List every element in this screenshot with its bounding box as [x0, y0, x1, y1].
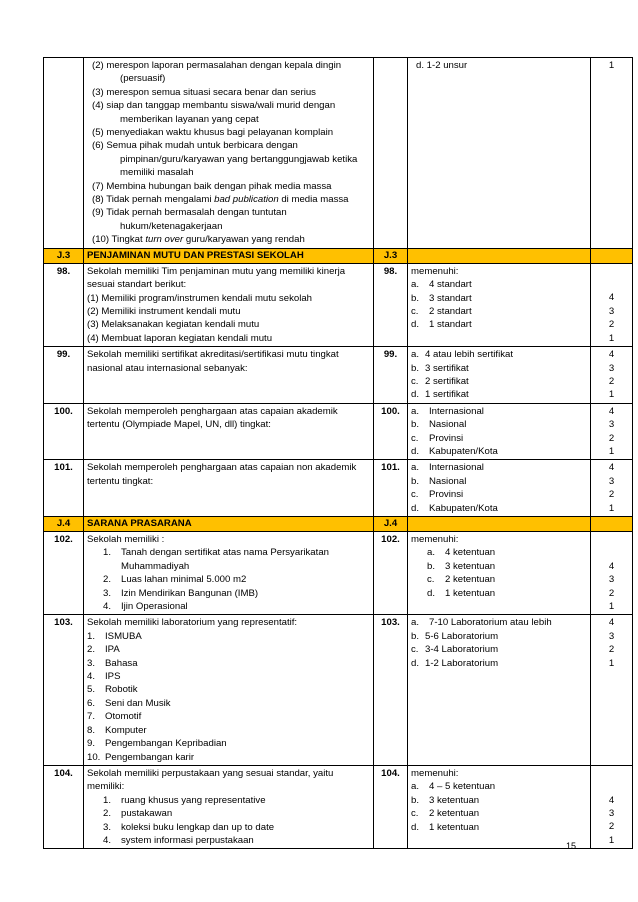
row-number-cell	[374, 58, 408, 249]
option-text: Kabupaten/Kota	[429, 445, 498, 457]
list-number: 3.	[103, 587, 112, 599]
list-item: (4) siap dan tanggap membantu siswa/wali murid dengan	[92, 100, 336, 112]
option-cell	[408, 765, 591, 848]
option-letter: b.	[411, 630, 420, 642]
option-item	[411, 305, 587, 318]
row-number: 104.	[44, 765, 84, 848]
score-value: 1	[608, 834, 615, 846]
option-letter: d.	[411, 389, 420, 401]
list-item	[87, 670, 370, 683]
indicator-text: memiliki:	[87, 781, 125, 793]
option-letter: d.	[411, 319, 420, 331]
option-letter: c.	[411, 432, 419, 444]
score-value: 2	[608, 587, 615, 599]
indicator-text: Sekolah memperoleh penghargaan atas capaian akademik	[87, 405, 338, 417]
indicator-text: Sekolah memiliki laboratorium yang representatif:	[87, 617, 298, 629]
list-item-emphasis: bad publication	[214, 194, 279, 206]
score-value: 3	[608, 362, 615, 374]
section-code: J.4	[374, 517, 408, 532]
option-text: 1-2 Laboratorium	[425, 657, 499, 669]
section-blank	[591, 517, 633, 532]
score-cell	[591, 615, 633, 765]
list-text: Seni dan Musik	[105, 697, 171, 709]
option-text: Nasional	[429, 475, 467, 487]
option-text: Kabupaten/Kota	[429, 502, 498, 514]
list-item: pimpinan/guru/karyawan yang bertanggungjawab ketika	[120, 153, 358, 165]
indicator-text: (1) Memiliki program/instrumen kendali mutu sekolah	[87, 292, 313, 304]
list-item	[92, 193, 370, 206]
score-value: 4	[608, 405, 615, 417]
option-letter: a.	[411, 279, 420, 291]
option-letter: c.	[411, 305, 419, 317]
row-number: 100.	[374, 403, 408, 460]
list-item	[87, 834, 370, 847]
indicator-text: sesuai standart berikut:	[87, 279, 187, 291]
table-row	[44, 765, 633, 848]
list-text: Komputer	[105, 724, 147, 736]
indicator-cell	[84, 403, 374, 460]
table-row	[44, 263, 633, 346]
option-item	[411, 657, 587, 670]
option-item	[411, 278, 587, 291]
list-text: Otomotif	[105, 711, 142, 723]
score-value: 2	[608, 319, 615, 331]
row-number: 101.	[374, 460, 408, 517]
option-text: 3-4 Laboratorium	[425, 644, 499, 656]
list-item	[87, 683, 370, 696]
score-cell	[591, 58, 633, 249]
option-letter: c.	[427, 574, 435, 586]
list-number: 3.	[103, 821, 112, 833]
option-item	[411, 348, 587, 361]
indicator-cell	[84, 263, 374, 346]
list-number: 1.	[103, 547, 112, 559]
indicator-text: Sekolah memiliki Tim penjaminan mutu yang memiliki kinerja	[87, 265, 346, 277]
option-text: 4 atau lebih sertifikat	[425, 349, 513, 361]
option-letter: b.	[411, 362, 420, 374]
score-value: 4	[608, 794, 615, 806]
indicator-text: Sekolah memperoleh penghargaan atas capaian non akademik	[87, 462, 357, 474]
table-row	[44, 532, 633, 615]
option-letter: d.	[411, 657, 420, 669]
option-text: Provinsi	[429, 432, 464, 444]
list-text: Pengembangan karir	[105, 751, 195, 763]
indicator-text: (4) Membuat laporan kegiatan kendali mutu	[87, 332, 273, 344]
option-cell	[408, 532, 591, 615]
option-letter: d.	[411, 821, 420, 833]
list-text: Luas lahan minimal 5.000 m2	[121, 574, 247, 586]
option-text: 2 ketentuan	[429, 808, 480, 820]
option-letter: c.	[411, 489, 419, 501]
option-text: 3 ketentuan	[429, 794, 480, 806]
list-number: 9.	[87, 738, 96, 750]
option-letter: c.	[411, 808, 419, 820]
list-item: (2) merespon laporan permasalahan dengan kepala dingin	[92, 60, 342, 71]
section-code: J.3	[44, 248, 84, 263]
list-item	[87, 560, 370, 573]
option-text: 2 standart	[429, 305, 472, 317]
option-cell	[408, 403, 591, 460]
list-item	[87, 751, 370, 764]
list-text: IPS	[105, 671, 121, 683]
section-blank	[591, 248, 633, 263]
list-item	[87, 600, 370, 613]
option-letter: c.	[411, 644, 419, 656]
option-letter: a.	[411, 617, 420, 629]
score-cell	[591, 347, 633, 404]
row-number: 102.	[374, 532, 408, 615]
list-item: (3) merespon semua situasi secara benar dan serius	[92, 86, 316, 98]
option-cell	[408, 263, 591, 346]
option-text: Provinsi	[429, 489, 464, 501]
option-item	[411, 418, 587, 431]
section-code: J.4	[44, 517, 84, 532]
table-row	[44, 403, 633, 460]
list-item-text: di media massa	[278, 194, 349, 206]
list-item	[87, 697, 370, 710]
list-text: Robotik	[105, 684, 138, 696]
indicator-text: Sekolah memiliki sertifikat akreditasi/sertifikasi mutu tingkat	[87, 349, 339, 361]
list-item	[87, 573, 370, 586]
spacer	[594, 265, 629, 278]
score-value: 3	[608, 475, 615, 487]
score-value: 3	[608, 574, 615, 586]
indicator-text: tertentu tingkat:	[87, 475, 154, 487]
option-text: 1 sertifikat	[425, 389, 469, 401]
list-item: memiliki masalah	[120, 167, 194, 179]
indicator-text: nasional atau internasional sebanyak:	[87, 362, 248, 374]
option-cell	[408, 460, 591, 517]
list-item-emphasis: turn over	[145, 234, 184, 246]
score-value: 2	[608, 644, 615, 656]
list-number: 2.	[87, 644, 96, 656]
row-number-cell	[44, 58, 84, 249]
indicator-text: (3) Melaksanakan kegiatan kendali mutu	[87, 319, 260, 331]
list-number: 8.	[87, 724, 96, 736]
score-value: 2	[608, 821, 615, 833]
score-value: 3	[608, 808, 615, 820]
list-number: 4.	[103, 834, 112, 846]
option-letter: b.	[427, 560, 436, 572]
score-value: 4	[608, 292, 615, 304]
option-text: Internasional	[429, 405, 484, 417]
list-item	[87, 710, 370, 723]
indicator-cell	[84, 347, 374, 404]
list-text: Ijin Operasional	[121, 601, 188, 613]
option-letter: d.	[427, 587, 436, 599]
option-item	[411, 292, 587, 305]
option-text: 4 – 5 ketentuan	[429, 781, 496, 793]
list-text: pustakawan	[121, 808, 173, 820]
option-text: 4 ketentuan	[445, 547, 496, 559]
table-row	[44, 460, 633, 517]
indicator-text: Sekolah memiliki perpustakaan yang sesuai standar, yaitu	[87, 767, 334, 779]
option-item	[411, 780, 587, 793]
option-letter: a.	[411, 462, 420, 474]
list-item	[87, 643, 370, 656]
score-value: 4	[608, 349, 615, 361]
indicator-cell	[84, 58, 374, 249]
option-letter: b.	[411, 475, 420, 487]
score-value: 1	[608, 60, 615, 71]
section-code: J.3	[374, 248, 408, 263]
list-item	[87, 821, 370, 834]
score-value: 1	[608, 389, 615, 401]
assessment-table	[43, 57, 633, 849]
section-title: SARANA PRASARANA	[84, 517, 374, 532]
score-cell	[591, 765, 633, 848]
option-letter: a.	[411, 349, 420, 361]
list-item-text: guru/karyawan yang rendah	[183, 234, 305, 246]
option-item	[411, 807, 587, 820]
list-item-text: (8) Tidak pernah mengalami	[92, 194, 215, 206]
list-text: ruang khusus yang representative	[121, 794, 266, 806]
section-blank	[408, 517, 591, 532]
option-item	[411, 432, 587, 445]
score-cell	[591, 460, 633, 517]
option-letter: a.	[411, 781, 420, 793]
list-item	[87, 794, 370, 807]
row-number: 101.	[44, 460, 84, 517]
option-text: 3 standart	[429, 292, 472, 304]
option-intro: memenuhi:	[411, 265, 459, 277]
score-value: 3	[608, 305, 615, 317]
option-text: 2 sertifikat	[425, 375, 469, 387]
list-number: 5.	[87, 684, 96, 696]
option-item	[411, 546, 587, 559]
list-text: Pengembangan Kepribadian	[105, 738, 227, 750]
list-text: Bahasa	[105, 657, 138, 669]
row-number: 103.	[44, 615, 84, 765]
option-text: Nasional	[429, 419, 467, 431]
option-item: d. 1-2 unsur	[416, 60, 468, 71]
section-header-row	[44, 248, 633, 263]
spacer	[594, 546, 629, 559]
option-item	[411, 362, 587, 375]
indicator-text: Sekolah memiliki :	[87, 534, 165, 545]
list-number: 1.	[87, 630, 96, 642]
list-text: Muhammadiyah	[121, 560, 190, 572]
row-number: 103.	[374, 615, 408, 765]
list-item	[87, 737, 370, 750]
score-value: 4	[608, 560, 615, 572]
score-value: 2	[608, 432, 615, 444]
option-text: 1 ketentuan	[445, 587, 496, 599]
section-title: PENJAMINAN MUTU DAN PRESTASI SEKOLAH	[84, 248, 374, 263]
list-text: IPA	[105, 644, 120, 656]
list-item	[87, 657, 370, 670]
table-row	[44, 347, 633, 404]
option-cell	[408, 58, 591, 249]
list-number: 4.	[87, 671, 96, 683]
score-value: 3	[608, 630, 615, 642]
option-intro: memenuhi:	[411, 767, 459, 779]
score-value: 1	[608, 332, 615, 344]
score-value: 1	[608, 657, 615, 669]
list-item: hukum/ketenagakerjaan	[120, 220, 223, 232]
option-text: 7-10 Laboratorium atau lebih	[429, 617, 552, 629]
list-item-text: (10) Tingkat	[92, 234, 146, 246]
indicator-cell	[84, 532, 374, 615]
list-text: ISMUBA	[105, 630, 142, 642]
option-intro: memenuhi:	[411, 534, 459, 545]
score-value: 2	[608, 375, 615, 387]
option-item	[411, 445, 587, 458]
option-letter: b.	[411, 419, 420, 431]
option-letter: a.	[427, 547, 436, 559]
list-number: 2.	[103, 574, 112, 586]
table-row	[44, 58, 633, 249]
option-letter: c.	[411, 375, 419, 387]
option-item	[411, 560, 587, 573]
list-number: 6.	[87, 697, 96, 709]
indicator-text: (2) Memiliki instrument kendali mutu	[87, 305, 241, 317]
section-header-row	[44, 517, 633, 532]
list-item	[87, 630, 370, 643]
option-item	[411, 573, 587, 586]
list-item: (6) Semua pihak mudah untuk berbicara dengan	[92, 140, 298, 152]
option-item	[411, 461, 587, 474]
page-number: 15	[566, 841, 577, 851]
list-text: Tanah dengan sertifikat atas nama Persyarikatan	[121, 547, 329, 559]
option-item	[411, 475, 587, 488]
option-item	[411, 616, 587, 629]
option-letter: d.	[411, 445, 420, 457]
list-item: (9) Tidak pernah bermasalah dengan tuntutan	[92, 207, 287, 219]
score-value: 4	[608, 617, 615, 629]
list-item	[87, 546, 370, 559]
option-text: Internasional	[429, 462, 484, 474]
option-text: 4 standart	[429, 279, 472, 291]
option-text: 3 ketentuan	[445, 560, 496, 572]
option-item	[411, 375, 587, 388]
list-number: 4.	[103, 601, 112, 613]
option-text: 3 sertifikat	[425, 362, 469, 374]
list-item: (persuasif)	[120, 73, 166, 85]
option-item	[411, 502, 587, 515]
list-item: memberikan layanan yang cepat	[120, 113, 259, 125]
option-letter: d.	[411, 502, 420, 514]
option-item	[411, 630, 587, 643]
option-item	[411, 488, 587, 501]
option-item	[411, 794, 587, 807]
row-number: 99.	[44, 347, 84, 404]
score-cell	[591, 532, 633, 615]
option-letter: b.	[411, 794, 420, 806]
row-number: 98.	[44, 263, 84, 346]
list-item	[87, 807, 370, 820]
score-cell	[591, 263, 633, 346]
row-number: 102.	[44, 532, 84, 615]
option-text: 2 ketentuan	[445, 574, 496, 586]
option-text: 1 standart	[429, 319, 472, 331]
option-cell	[408, 615, 591, 765]
list-item	[87, 724, 370, 737]
option-item	[411, 318, 587, 331]
spacer	[594, 533, 629, 546]
row-number: 104.	[374, 765, 408, 848]
list-text: Izin Mendirikan Bangunan (IMB)	[121, 587, 259, 599]
option-item	[411, 405, 587, 418]
option-cell	[408, 347, 591, 404]
score-value: 2	[608, 489, 615, 501]
row-number: 100.	[44, 403, 84, 460]
row-number: 99.	[374, 347, 408, 404]
list-text: system informasi perpustakaan	[121, 834, 254, 846]
score-value: 4	[608, 462, 615, 474]
option-letter: a.	[411, 405, 420, 417]
list-number: 10.	[87, 751, 101, 763]
score-value: 1	[608, 445, 615, 457]
option-item	[411, 821, 587, 834]
indicator-text: tertentu (Olympiade Mapel, UN, dll) tingkat:	[87, 419, 271, 431]
list-number: 2.	[103, 808, 112, 820]
spacer	[594, 780, 629, 793]
indicator-cell	[84, 615, 374, 765]
list-item: (5) menyediakan waktu khusus bagi pelayanan komplain	[92, 127, 334, 139]
option-item	[411, 643, 587, 656]
list-number: 1.	[103, 794, 112, 806]
score-value: 1	[608, 502, 615, 514]
option-text: 5-6 Laboratorium	[425, 630, 499, 642]
spacer	[594, 767, 629, 780]
list-number: 7.	[87, 711, 96, 723]
score-cell	[591, 403, 633, 460]
list-text: koleksi buku lengkap dan up to date	[121, 821, 275, 833]
list-item: (7) Membina hubungan baik dengan pihak media massa	[92, 180, 332, 192]
indicator-cell	[84, 460, 374, 517]
row-number: 98.	[374, 263, 408, 346]
list-item	[92, 233, 370, 246]
option-item	[411, 587, 587, 600]
indicator-cell	[84, 765, 374, 848]
section-blank	[408, 248, 591, 263]
spacer	[594, 278, 629, 291]
option-letter: b.	[411, 292, 420, 304]
list-item	[87, 587, 370, 600]
option-text: 1 ketentuan	[429, 821, 480, 833]
score-value: 1	[608, 600, 615, 612]
score-value: 3	[608, 419, 615, 431]
option-item	[411, 388, 587, 401]
list-number: 3.	[87, 657, 96, 669]
table-row	[44, 615, 633, 765]
